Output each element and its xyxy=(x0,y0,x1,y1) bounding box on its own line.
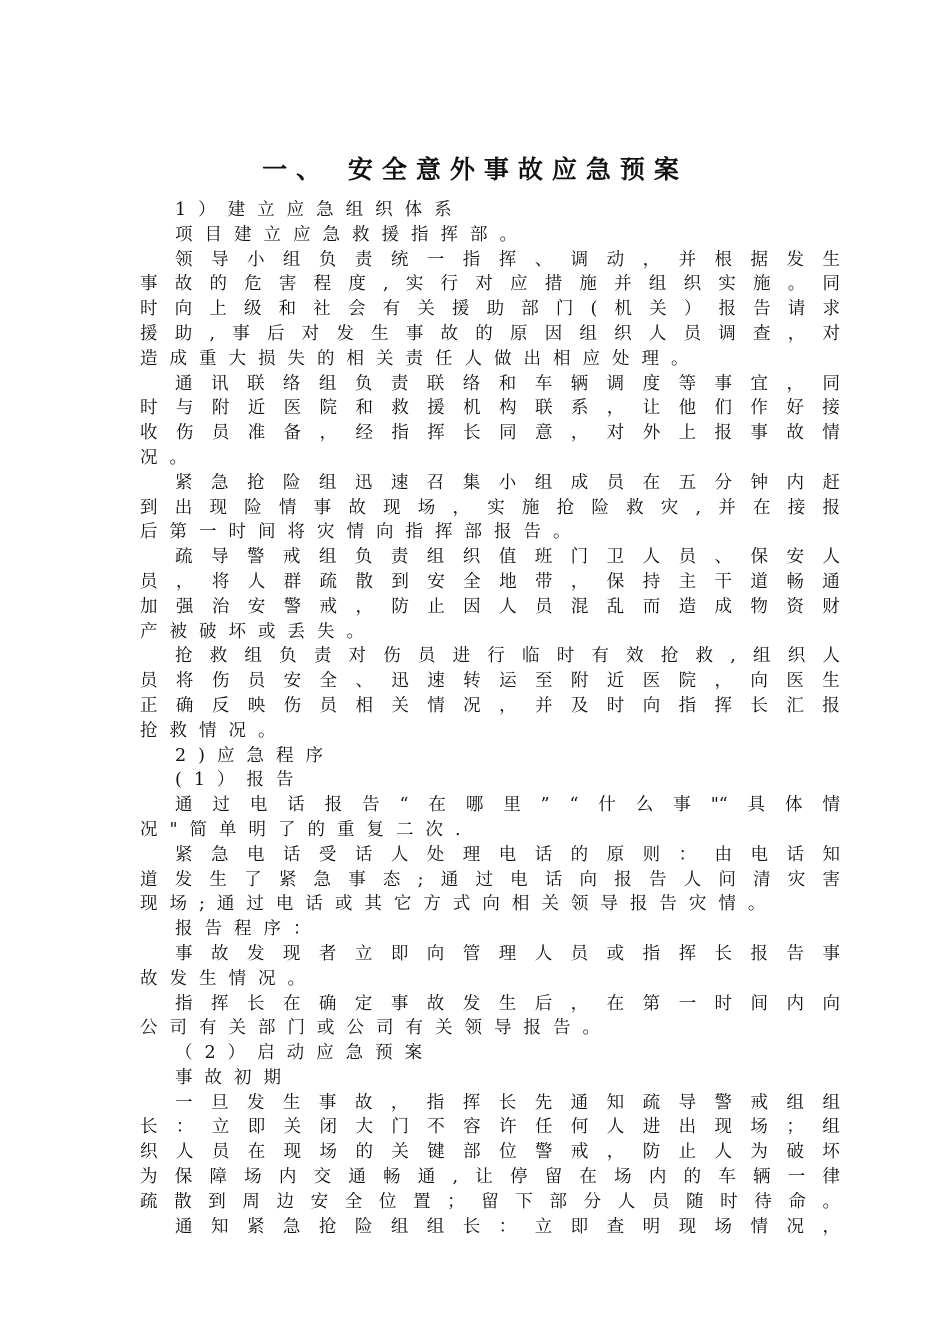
text-line: 织 人 员 在 现 场 的 关 键 部 位 警 戒 ， 防 止 人 为 破 坏 xyxy=(140,1142,840,1163)
text-line: 2)应急程序 xyxy=(175,745,335,766)
text-line: 道 发 生 了 紧 急 事 态 ; 通 过 电 话 向 报 告 人 问 清 灾 害 xyxy=(140,869,840,890)
document-title: 一、 安全意外事故应急预案 xyxy=(262,155,688,184)
text-line: （2）启动应急预案 xyxy=(175,1043,435,1064)
text-line: 时 向 上 级 和 社 会 有 关 援 助 部 门 ( 机 关 ） 报 告 请 求 xyxy=(140,299,840,320)
text-line: 收 伤 员 准 备 ， 经 指 挥 长 同 意 ， 对 外 上 报 事 故 情 xyxy=(140,423,840,444)
document-body xyxy=(140,198,840,1239)
text-line: 到 出 现 险 情 事 故 现 场 ， 实 施 抢 险 救 灾 , 并 在 接 报 xyxy=(140,497,840,518)
text-line: 员 将 伤 员 安 全 、 迅 速 转 运 至 附 近 医 院 ， 向 医 生 xyxy=(140,671,840,692)
text-line: 故发生情况。 xyxy=(140,968,317,989)
text-line: 指 挥 长 在 确 定 事 故 发 生 后 ， 在 第 一 时 间 内 向 xyxy=(175,993,840,1014)
text-line: 通 知 紧 急 抢 险 组 组 长 ： 立 即 查 明 现 场 情 况 ， xyxy=(175,1216,840,1237)
text-line: 一 旦 发 生 事 故 ， 指 挥 长 先 通 知 疏 导 警 戒 组 组 xyxy=(175,1092,840,1113)
text-line: 通 过 电 话 报 告 “ 在 哪 里 ” “ 什 么 事 "“ 具 体 情 xyxy=(175,795,840,816)
text-line: 通 讯 联 络 组 负 责 联 络 和 车 辆 调 度 等 事 宜 ， 同 xyxy=(175,373,840,394)
text-line: 造成重大损失的相关责任人做出相应处理。 xyxy=(140,348,701,369)
text-line: 后第一时间将灾情向指挥部报告。 xyxy=(140,522,583,543)
text-line: 事 故 的 危 害 程 度 , 实 行 对 应 措 施 并 组 织 实 施 。 同 xyxy=(140,274,840,295)
text-line: 况。 xyxy=(140,447,199,468)
text-line: 正 确 反 映 伤 员 相 关 情 况 ， 并 及 时 向 指 挥 长 汇 报 xyxy=(140,695,840,716)
text-line: 事故初期 xyxy=(175,1067,293,1088)
text-line: 疏 散 到 周 边 安 全 位 置 ； 留 下 部 分 人 员 随 时 待 命 。 xyxy=(140,1191,840,1212)
text-line: 领 导 小 组 负 责 统 一 指 挥 、 调 动 ， 并 根 据 发 生 xyxy=(175,249,840,270)
text-line: 报告程序： xyxy=(175,919,323,940)
text-line: 加 强 治 安 警 戒 ， 防 止 因 人 员 混 乱 而 造 成 物 资 财 xyxy=(140,596,840,617)
text-line: 援 助 , 事 后 对 发 生 事 故 的 原 因 组 织 人 员 调 查 ， 对 xyxy=(140,323,840,344)
text-line: 项目建立应急救援指挥部。 xyxy=(175,224,529,245)
text-line: 长 ： 立 即 关 闭 大 门 不 容 许 任 何 人 进 出 现 场 ； 组 xyxy=(140,1117,840,1138)
text-line: 紧 急 抢 险 组 迅 速 召 集 小 组 成 员 在 五 分 钟 内 赶 xyxy=(175,472,840,493)
text-line: 为 保 障 场 内 交 通 畅 通 , 让 停 留 在 场 内 的 车 辆 一 律 xyxy=(140,1167,840,1188)
text-line: 抢 救 组 负 责 对 伤 员 进 行 临 时 有 效 抢 救 , 组 织 人 xyxy=(175,646,840,667)
text-line: 疏 导 警 戒 组 负 责 组 织 值 班 门 卫 人 员 、 保 安 人 xyxy=(175,547,840,568)
text-line: 1）建立应急组织体系 xyxy=(175,200,464,220)
text-line: 员 ， 将 人 群 疏 散 到 安 全 地 带 ， 保 持 主 干 道 畅 通 xyxy=(140,571,840,592)
text-line: 事 故 发 现 者 立 即 向 管 理 人 员 或 指 挥 长 报 告 事 xyxy=(175,943,840,964)
text-line: (1）报告 xyxy=(175,770,306,791)
text-line: 紧 急 电 话 受 话 人 处 理 电 话 的 原 则 ： 由 电 话 知 xyxy=(175,844,840,865)
text-line: 况"简单明了的重复二次. xyxy=(140,819,473,840)
text-line: 抢救情况。 xyxy=(140,720,288,741)
text-line: 公司有关部门或公司有关领导报告。 xyxy=(140,1018,612,1039)
text-line: 产被破坏或丢失。 xyxy=(140,621,376,642)
text-line: 时 与 附 近 医 院 和 救 援 机 构 联 系 ， 让 他 们 作 好 接 xyxy=(140,398,840,419)
text-line: 现场;通过电话或其它方式向相关领导报告灾情。 xyxy=(140,894,778,915)
